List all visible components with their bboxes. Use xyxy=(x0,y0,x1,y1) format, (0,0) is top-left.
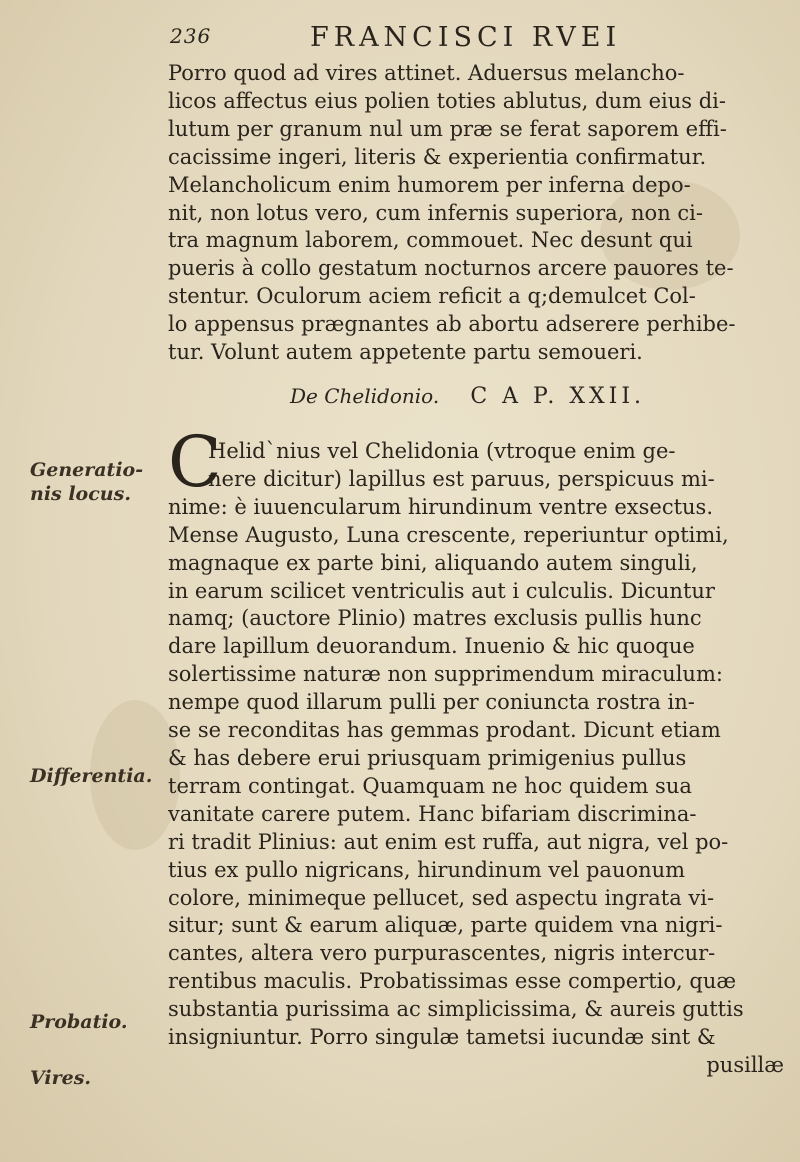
top-paragraph xyxy=(168,60,784,367)
text-line: lutum per granum nul um præ se ferat saporem effi- xyxy=(168,116,727,141)
chapter-title: De Chelidonio. xyxy=(290,384,440,408)
chapter-number: C A P. XXII. xyxy=(470,384,646,409)
page-header xyxy=(170,22,730,62)
text-line: nime: è iuuencularum hirundinum ventre exsectus. xyxy=(168,494,714,519)
text-line: Porro quod ad vires attinet. Aduersus melancho- xyxy=(168,61,685,85)
text-line: tra magnum laborem, commouet. Nec desunt qui xyxy=(168,228,693,253)
text-line: & has debere erui priusquam primigenius pullus xyxy=(168,745,687,770)
text-line: insigniuntur. Porro singulæ tametsi iucundæ sint & xyxy=(168,1025,716,1050)
margin-note-line: nis locus. xyxy=(30,483,131,505)
text-line: se se reconditas has gemmas prodant. Dicunt etiam xyxy=(168,718,721,743)
text-line: nempe quod illarum pulli per coniuncta rostra in- xyxy=(168,690,695,715)
text-line: cacissime ingeri, literis & experientia confirmatur. xyxy=(168,144,707,169)
text-line: colore, minimeque pellucet, sed aspectu ingrata vi- xyxy=(168,885,715,910)
running-head: FRANCISCI RVEI xyxy=(310,22,622,53)
text-line: magnaque ex parte bini, aliquando autem singuli, xyxy=(168,550,698,575)
text-line: nere dicitur) lapillus est paruus, perspicuus mi- xyxy=(208,466,715,491)
text-line: cantes, altera vero purpurascentes, nigris intercur- xyxy=(168,941,716,966)
margin-note-line: Generatio- xyxy=(30,459,144,481)
page-number: 236 xyxy=(170,24,212,48)
text-line: substantia purissima ac simplicissima, & aureis guttis xyxy=(168,997,744,1022)
text-line: stentur. Oculorum aciem reficit a q;demulcet Col- xyxy=(168,284,696,309)
text-line: Melancholicum enim humorem per inferna depo- xyxy=(168,172,691,197)
text-line: tur. Volunt autem appetente partu semoueri. xyxy=(168,340,643,365)
text-line: dare lapillum deuorandum. Inuenio & hic quoque xyxy=(168,634,695,659)
text-line: vanitate carere putem. Hanc bifariam discrimina- xyxy=(168,801,697,826)
text-line: in earum scilicet ventriculis aut i culculis. Dicuntur xyxy=(168,578,715,603)
text-line: ri tradit Plinius: aut enim est ruffa, aut nigra, vel po- xyxy=(168,829,729,854)
text-line: tius ex pullo nigricans, hirundinum vel pauonum xyxy=(168,857,686,882)
catchword: pusillæ xyxy=(706,1052,784,1077)
text-line: pueris à collo gestatum nocturnos arcere pauores te- xyxy=(168,256,734,281)
text-line: nit, non lotus vero, cum infernis superiora, non ci- xyxy=(168,200,703,225)
drop-capital: C xyxy=(168,421,222,503)
margin-note-generatio xyxy=(30,458,143,506)
chapter-heading xyxy=(290,384,710,409)
text-line: situr; sunt & earum aliquæ, parte quidem vna nigri- xyxy=(168,913,723,938)
text-line: lo appensus prægnantes ab abortu adserere perhibe- xyxy=(168,312,736,337)
text-line: solertissime naturæ non supprimendum miraculum: xyxy=(168,662,723,687)
margin-note-differentia: Differentia. xyxy=(30,765,153,787)
text-line: rentibus maculis. Probatissimas esse compertio, quæ xyxy=(168,969,737,994)
margin-note-probatio: Probatio. xyxy=(30,1011,128,1033)
text-line: namq; (auctore Plinio) matres exclusis pullis hunc xyxy=(168,606,702,631)
text-line: licos affectus eius polien toties ablutus, dum eius di- xyxy=(168,88,726,113)
text-line: terram contingat. Quamquam ne hoc quidem sua xyxy=(168,773,692,798)
text-line: Mense Augusto, Luna crescente, reperiuntur optimi, xyxy=(168,522,729,547)
margin-note-vires: Vires. xyxy=(30,1067,92,1089)
text-line: Helid`nius vel Chelidonia (vtroque enim ge- xyxy=(208,439,676,463)
chapter-paragraph xyxy=(168,438,784,1080)
